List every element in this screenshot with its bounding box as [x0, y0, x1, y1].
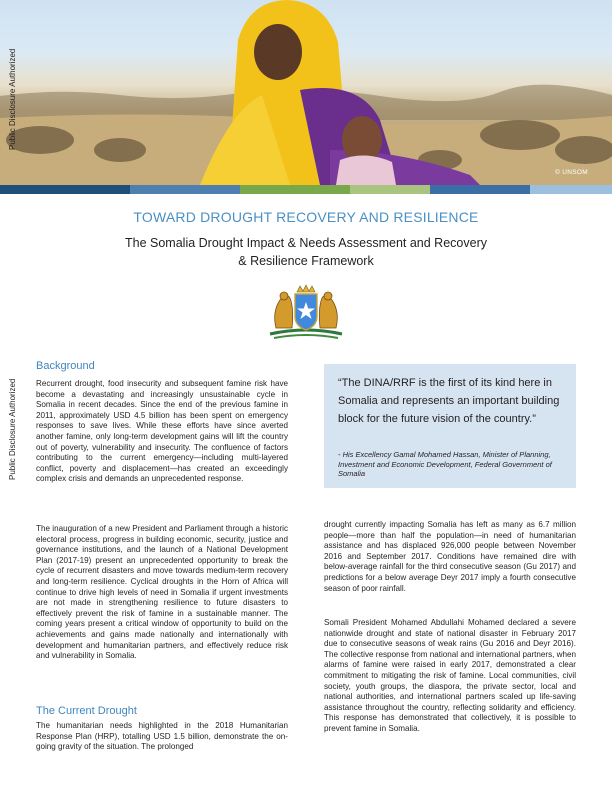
background-paragraph-1: Recurrent drought, food insecurity and subsequent famine risk have become a devastating and increasingly unsustainable cycle in Somalia in recent decades. Since the end of the previous famine in 2011, approximately USD 4.5 billion has been spent on emergency responses to save lives. While these efforts have since averted another famine, only long-term development gains will lift the country out of poverty, vulnerability and insecurity. The confluence of factors contributing to the current emergency—including multi-layered conflict, poverty and displacement—has created an exceedingly complex crisis and demands an unprecedented response. — [36, 379, 288, 484]
quote-attribution: - His Excellency Gamal Mohamed Hassan, Minister of Planning, Investment and Economic Development, Federal Government of Somalia — [338, 450, 552, 478]
background-paragraph-2: The inauguration of a new President and Parliament through a historic electoral process, progress in building economic, security, justice and governance institutions, and the launch of a National Development Plan (2017-19) present an unprecedented opportunity to break the cycle of recurrent disasters and move towards medium-term recovery and long-term resilience. Cyclical droughts in the Horn of Africa will continue to drive high levels of need in Somalia if urgent investments are not made in strengthening resilience to future disasters to effectively prevent the risk of famine in a sustainable manner. The coming years present a critical window of opportunity to build on the achievements and gains made nationally and internationally with development and humanitarian partners, and effectively reduce risk and vulnerability in Somalia. — [36, 524, 288, 661]
background-heading: Background — [36, 360, 95, 372]
strip-segment — [130, 185, 240, 194]
hero-photo — [0, 0, 612, 185]
side-label-bottom: Public Disclosure Authorized — [8, 378, 17, 480]
page-subtitle: The Somalia Drought Impact & Needs Assessment and Recovery & Resilience Framework — [125, 236, 487, 268]
hero-photo-illustration — [0, 0, 612, 185]
strip-segment — [430, 185, 530, 194]
strip-segment — [350, 185, 430, 194]
right-paragraph-1: drought currently impacting Somalia has left as many as 6.7 million people—more than half the population—in need of humanitarian assistance and has displaced 926,000 people between November 2016 and September 2017. Conditions have remained dire with below-average rainfall for the third consecutive season (Gu 2017) and predictions for a below average Deyr 2017 imply a fourth consecutive season of poor rainfall. — [324, 520, 576, 593]
side-label-top: Public Disclosure Authorized — [8, 48, 17, 150]
page-title: TOWARD DROUGHT RECOVERY AND RESILIENCE — [133, 209, 479, 225]
photo-credit: © UNSOM — [555, 169, 588, 176]
strip-segment — [240, 185, 350, 194]
current-drought-paragraph: The humanitarian needs highlighted in the 2018 Humanitarian Response Plan (HRP), totalling USD 1.5 billion, demonstrate the on-going gravity of the situation. The prolonged — [36, 721, 288, 752]
somalia-coat-of-arms-icon — [262, 282, 350, 342]
current-drought-heading: The Current Drought — [36, 705, 137, 717]
strip-segment — [0, 185, 130, 194]
color-strip — [0, 185, 612, 194]
right-paragraph-2: Somali President Mohamed Abdullahi Mohamed declared a severe nationwide drought and state of national disaster in February 2017 due to consecutive seasons of weak rains (Gu 2016 and Deyr 2016). The collective response from national and international partners, when alarms of famine were raised in early 2017, demonstrated a clear commitment to mitigating the risk of famine. Local communities, civil society, youth groups, the diaspora, the private sector, local and national authorities, and international partners scaled up life-saving assistance throughout the country, reflecting solidarity and efficiency. This response has demonstrated that collectively, it is possible to prevent famine in Somalia. — [324, 618, 576, 733]
quote-text: “The DINA/RRF is the first of its kind here in Somalia and represents an important building block for the future vision of the country.” — [338, 377, 560, 425]
strip-segment — [530, 185, 612, 194]
quote-box — [324, 364, 576, 488]
